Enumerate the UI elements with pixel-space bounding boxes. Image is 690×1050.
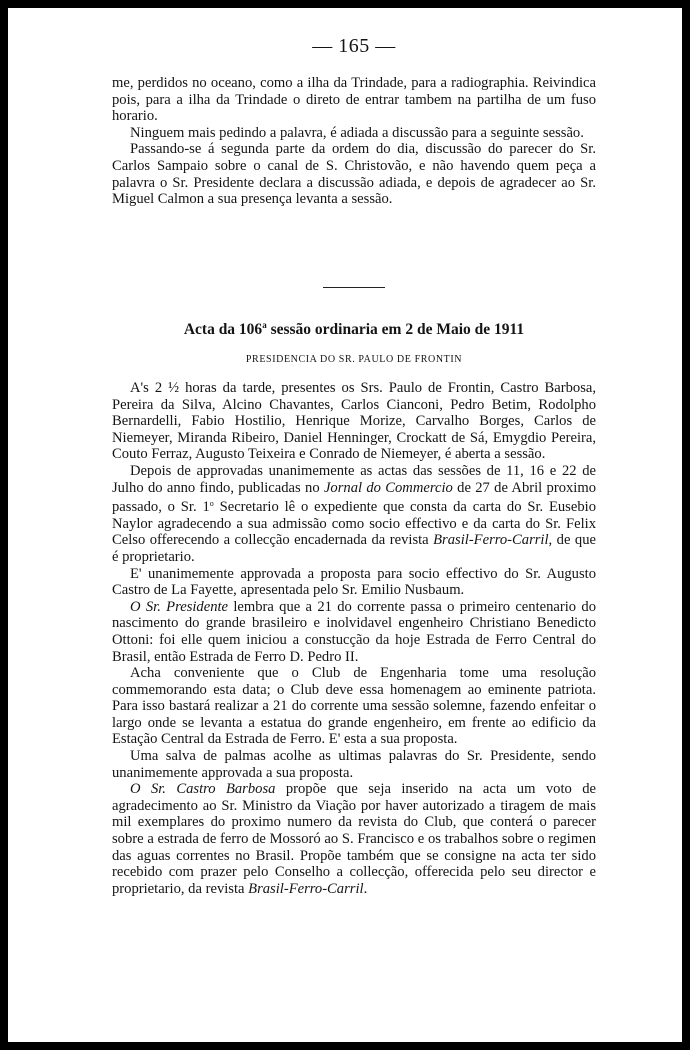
speaker-name: O Sr. Castro Barbosa — [130, 781, 276, 798]
journal-title: Jornal do Commercio — [323, 479, 453, 496]
page-number: — 165 — — [312, 35, 396, 57]
paragraph: Depois de approvadas unanimemente as actas das sessões de 11, 16 e 22 de Julho do anno findo, publicadas no Jornal do Commercio de 27 de Abril proximo passado, o Sr. 1$^o$ Secretario lê o expediente que consta da carta do Sr. Eusebio Naylor agradecendo a sua admissão como socio effectivo e da carta do Sr. Felix Celso offerecendo a collecção encadernada da revista Brasil-Ferro-Carril, de que é proprietario. — [112, 462, 597, 565]
minutes-title: Acta da 106$^a$ sessão ordinaria em 2 de Maio de 1911 — [183, 320, 525, 338]
paragraph: O Sr. Castro Barbosa propõe que seja inserido na acta um voto de agradecimento ao Sr. Ministro da Viação por haver autorizado a tiragem de mais mil exemplares do proximo numero da revista do Club, que conterá o parecer sobre a estrada de ferro de Mossoró ao S. Francisco e os trabalhos sobre o regimen das aguas correntes no Brasil. Propõe também que se consigne na acta ter sido recebido com prazer pelo Conselho a collecção, offerecida pelo seu director e proprietario, da revista Brasil-Ferro-Carril. — [112, 781, 596, 897]
magazine-title: Brasil-Ferro-Carril — [433, 532, 549, 549]
previous-session-ending — [112, 75, 596, 208]
paragraph: Acha conveniente que o Club de Engenharia tome uma resolução commemorando esta data; o Club deve essa homenagem ao eminente patriota. Para isso bastará realizar a 21 do corrente uma sessão solemne, fazendo enfeitar o largo onde se levanta a estatua do grande engenheiro, em frente ao edificio da Estação Central da Estrada de Ferro. E' esta a sua proposta. — [112, 665, 596, 748]
minutes-body — [112, 380, 596, 897]
section-divider — [323, 287, 385, 288]
presidency-line: PRESIDENCIA DO SR. PAULO DE FRONTIN — [245, 354, 463, 365]
paragraph: Ninguem mais pedindo a palavra, é adiada a discussão para a seguinte sessão. — [130, 124, 584, 141]
scanned-page — [8, 8, 682, 1042]
speaker-name: O Sr. Presidente — [130, 598, 229, 615]
paragraph: O Sr. Presidente lembra que a 21 do corrente passa o primeiro centenario do nascimento do grande brasileiro e inolvidavel engenheiro Christiano Benedicto Ottoni: foi elle quem iniciou a constucção da hoje Estrada de Ferro Central do Brasil, então Estrada de Ferro D. Pedro II. — [112, 598, 596, 665]
attendance-paragraph: A's 2 ½ horas da tarde, presentes os Srs. Paulo de Frontin, Castro Barbosa, Pereira da Silva, Alcino Chavantes, Carlos Cianconi, Pedro Betim, Rodolpho Bernardelli, Fabio Hostilio, Henrique Morize, Carvalho Borges, Carlos de Niemeyer, Miranda Ribeiro, Daniel Henninger, Crockatt de Sá, Emygdio Pereira, Couto Ferraz, Augusto Teixeira e Conrado de Niemeyer, é aberta a sessão. — [112, 380, 596, 463]
paragraph: me, perdidos no oceano, como a ilha da Trindade, para a radiographia. Reivindica pois, para a ilha da Trindade o direto de entrar tambem na partilha de um fuso horario. — [112, 75, 596, 125]
paragraph: Uma salva de palmas acolhe as ultimas palavras do Sr. Presidente, sendo unanimemente approvada a sua proposta. — [112, 748, 596, 781]
paragraph: E' unanimemente approvada a proposta para socio effectivo do Sr. Augusto Castro de La Fayette, apresentada pelo Sr. Emilio Nusbaum. — [112, 565, 596, 599]
paragraph: Passando-se á segunda parte da ordem do dia, discussão do parecer do Sr. Carlos Sampaio sobre o canal de S. Christovão, e não havendo quem peça a palavra o Sr. Presidente declara a discussão adiada, e depois de agradecer ao Sr. Miguel Calmon a sua presença levanta a sessão. — [112, 141, 596, 208]
magazine-title: Brasil-Ferro-Carril — [248, 880, 364, 897]
